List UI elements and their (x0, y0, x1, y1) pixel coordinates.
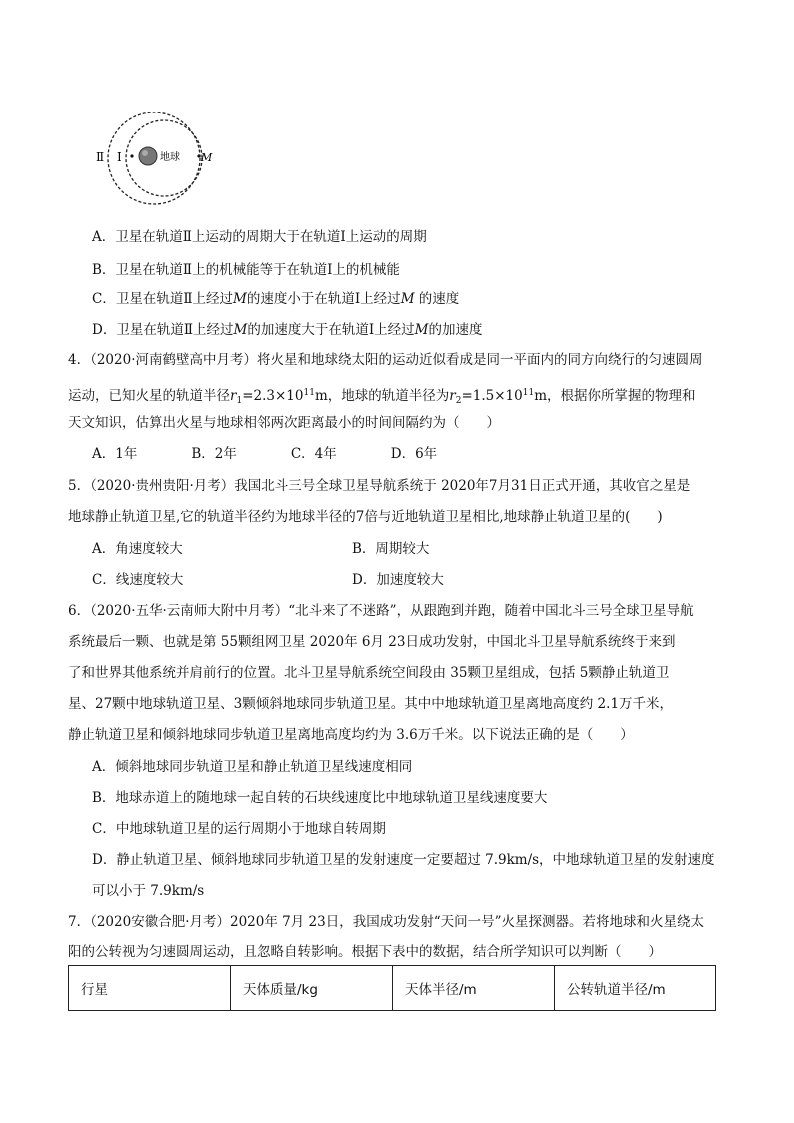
table-header-cell: 天体半径/m (393, 966, 555, 1011)
table-row (69, 966, 716, 1011)
label-ii: Ⅱ (96, 150, 105, 164)
q5-stem-1: 5．（2020·贵州贵阳·月考）我国北斗三号全球卫星导航系统于 2020年7月31日正式开通，其收官之星是 (68, 478, 691, 494)
q4-stem-2: 运动，已知火星的轨道半径$r_1=2.3\times 10^{11}m$，地球的轨道半径为$r_2=1.5\times 10^{11}m$，根据你所掌握的物理和 (68, 388, 696, 406)
orbit-diagram (92, 112, 232, 216)
q6-option-d-2: 可以小于 7.9km/s (92, 883, 205, 899)
q6-stem-2: 系统最后一颗、也就是第 55颗组网卫星 2020年 6月 23日成功发射，中国北斗卫星导航系统终于来到 (68, 634, 676, 650)
planet-data-table (68, 965, 716, 1011)
q5-option-d: D．加速度较大 (352, 572, 444, 588)
q7-stem-1: 7．（2020安徽合肥·月考）2020年 7月 23日，我国成功发射“天问一号”火星探测器。若将地球和火星绕太 (68, 914, 704, 930)
q3-option-b: B．卫星在轨道Ⅱ上的机械能等于在轨道Ⅰ上的机械能 (92, 262, 400, 278)
label-m: M (201, 151, 213, 164)
q4-stem-3: 天文知识，估算出火星与地球相邻两次距离最小的时间间隔约为（ ） (68, 415, 500, 431)
table-header-cell: 行星 (69, 966, 231, 1011)
q3-option-a: A．卫星在轨道Ⅱ上运动的周期大于在轨道Ⅰ上运动的周期 (92, 229, 427, 245)
q6-option-a: A．倾斜地球同步轨道卫星和静止轨道卫星线速度相同 (92, 759, 413, 775)
earth-icon (139, 147, 157, 165)
q3-option-c: C．卫星在轨道Ⅱ上经过M的速度小于在轨道Ⅰ上经过M 的速度 (92, 291, 460, 307)
q6-stem-5: 静止轨道卫星和倾斜地球同步轨道卫星离地高度均约为 3.6万千米。以下说法正确的是（ ） (68, 727, 634, 743)
label-i: Ⅰ (117, 150, 122, 164)
q5-option-c: C．线速度较大 (92, 572, 184, 588)
q6-stem-4: 星、27颗中地球轨道卫星、3颗倾斜地球同步轨道卫星。其中中地球轨道卫星离地高度约 2.1万千米， (68, 696, 674, 712)
q5-stem-2: 地球静止轨道卫星,它的轨道半径约为地球半径的7倍与近地轨道卫星相比,地球静止轨道卫星的( ) (68, 509, 663, 525)
earth-label: 地球 (160, 152, 180, 163)
table-header-cell: 公转轨道半径/m (555, 966, 716, 1011)
table-header-cell: 天体质量/kg (231, 966, 393, 1011)
q3-option-d: D．卫星在轨道Ⅱ上经过M的加速度大于在轨道Ⅰ上经过M的加速度 (92, 322, 483, 338)
q6-option-b: B．地球赤道上的随地球一起自转的石块线速度比中地球轨道卫星线速度要大 (92, 790, 548, 806)
q6-stem-3: 了和世界其他系统并肩前行的位置。北斗卫星导航系统空间段由 35颗卫星组成，包括 5颗静止轨道卫 (68, 665, 670, 681)
q4-options: A．1年 B．2年 C．4年 D．6年 (92, 446, 438, 462)
q5-option-a: A．角速度较大 (92, 541, 183, 557)
q6-stem-1: 6．（2020·五华·云南师大附中月考）“北斗来了不迷路”，从跟跑到并跑，随着中国北斗三号全球卫星导航 (68, 603, 694, 619)
q5-option-b: B．周期较大 (352, 541, 430, 557)
q4-stem-1: 4．（2020·河南鹤壁高中月考）将火星和地球绕太阳的运动近似看成是同一平面内的同方向绕行的匀速圆周 (68, 352, 703, 368)
q6-option-c: C．中地球轨道卫星的运行周期小于地球自转周期 (92, 821, 386, 837)
q7-stem-2: 阳的公转视为匀速圆周运动，且忽略自转影响。根据下表中的数据，结合所学知识可以判断（ ） (68, 944, 662, 960)
q6-option-d-1: D．静止轨道卫星、倾斜地球同步轨道卫星的发射速度一定要超过 7.9km/s，中地球轨道卫星的发射速度 (92, 852, 715, 868)
